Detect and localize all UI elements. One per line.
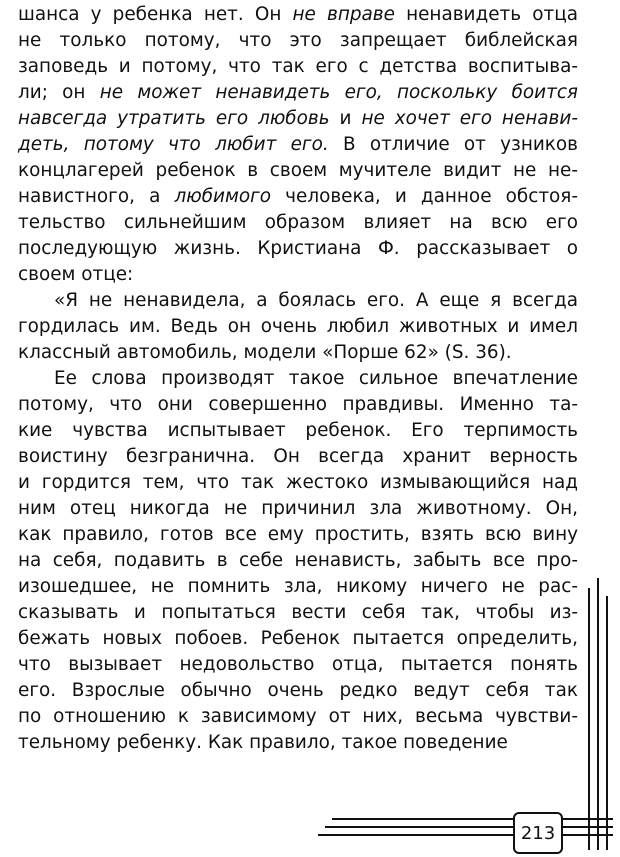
text-run: не только потому, что это запрещает библейская xyxy=(18,30,578,51)
page-number-text: 213 xyxy=(520,822,556,844)
text-run: сказывать и попытаться вести себя так, чтобы из- xyxy=(18,602,578,623)
italic-text: не хочет его ненави- xyxy=(361,108,578,129)
text-run: гордилась им. Ведь он очень любил животных и имел xyxy=(18,316,578,337)
text-run: Ее слова производят такое сильное впечатление xyxy=(54,368,578,389)
text-run: ли; он xyxy=(18,82,100,103)
text-line xyxy=(18,366,578,392)
text-run: заповедь и потому, что так его с детства воспитыва- xyxy=(18,56,578,77)
text-line xyxy=(18,106,578,132)
text-run: тельному ребенку. Как правило, такое поведение xyxy=(18,732,508,753)
text-line xyxy=(18,496,578,522)
text-line xyxy=(18,210,578,236)
text-run: как правило, готов все ему простить, взять всю вину xyxy=(18,524,578,545)
text-run: ним отец никогда не причинил зла животному. Он, xyxy=(18,498,578,519)
text-run: на себя, подавить в себе ненависть, забыть все про- xyxy=(18,550,578,571)
text-line xyxy=(18,392,578,418)
text-run: последующую жизнь. Кристиана Ф. рассказывает о xyxy=(18,238,578,259)
text-line xyxy=(18,262,578,288)
text-line xyxy=(18,340,578,366)
text-line xyxy=(18,704,578,730)
text-line xyxy=(18,730,578,756)
text-line xyxy=(18,678,578,704)
text-line xyxy=(18,626,578,652)
margin-rule-1 xyxy=(588,588,590,850)
text-run: и xyxy=(329,108,362,129)
paragraph-1 xyxy=(18,2,578,288)
text-line xyxy=(18,28,578,54)
text-run: его. Взрослые обычно очень редко ведут себя так xyxy=(18,680,578,701)
italic-text: не вправе xyxy=(292,4,395,25)
text-run: кие чувства испытывает ребенок. Его терпимость xyxy=(18,420,578,441)
page-number xyxy=(513,812,563,854)
text-line xyxy=(18,184,578,210)
text-run: и гордится тем, что так жестоко измывающийся над xyxy=(18,472,578,493)
text-line xyxy=(18,652,578,678)
text-run: «Я не ненавидела, а боялась его. А еще я всегда xyxy=(54,290,578,311)
text-line xyxy=(18,54,578,80)
margin-rule-2 xyxy=(597,578,599,850)
text-line xyxy=(18,600,578,626)
text-line xyxy=(18,470,578,496)
page-body-text xyxy=(18,2,578,756)
text-run: ненавидеть отца xyxy=(394,4,578,25)
margin-rule-3 xyxy=(606,596,608,850)
text-line xyxy=(18,574,578,600)
text-line xyxy=(18,132,578,158)
text-line xyxy=(18,158,578,184)
text-run: навистного, а xyxy=(18,186,175,207)
text-run: по отношению к зависимому от них, весьма чувстви- xyxy=(18,706,578,727)
text-run: человека, и данное обстоя- xyxy=(271,186,578,207)
text-run: потому, что они совершенно правдивы. Именно та- xyxy=(18,394,578,415)
footer-rule-middle xyxy=(325,826,514,828)
text-line xyxy=(18,548,578,574)
text-run: концлагерей ребенок в своем мучителе видит не не- xyxy=(18,160,578,181)
text-line xyxy=(18,418,578,444)
italic-text: любимого xyxy=(174,186,272,207)
paragraph-3 xyxy=(18,366,578,756)
footer-rule-bottom xyxy=(318,834,514,836)
italic-text: не может ненавидеть его, поскольку боится xyxy=(99,82,578,103)
italic-text: деть, потому что любит его. xyxy=(18,134,329,155)
text-run: воистину безгранична. Он всегда хранит верность xyxy=(18,446,578,467)
text-line xyxy=(18,2,578,28)
text-run: шанса у ребенка нет. Он xyxy=(18,4,293,25)
text-line xyxy=(18,314,578,340)
text-line xyxy=(18,236,578,262)
text-line xyxy=(18,80,578,106)
text-run: изошедшее, не помнить зла, никому ничего не рас- xyxy=(18,576,578,597)
text-run: классный автомобиль, модели «Порше 62» (S. 36). xyxy=(18,342,512,363)
quote-paragraph xyxy=(18,288,578,366)
text-line xyxy=(18,444,578,470)
footer-rule-top xyxy=(332,818,514,820)
text-run: что вызывает недовольство отца, пытается понять xyxy=(18,654,578,675)
text-run: тельство сильнейшим образом влияет на всю его xyxy=(18,212,578,233)
italic-text: навсегда утратить его любовь xyxy=(18,108,330,129)
text-run: своем отце: xyxy=(18,264,134,285)
text-line xyxy=(18,288,578,314)
text-line xyxy=(18,522,578,548)
text-run: В отличие от узников xyxy=(328,134,578,155)
text-run: бежать новых побоев. Ребенок пытается определить, xyxy=(18,628,578,649)
